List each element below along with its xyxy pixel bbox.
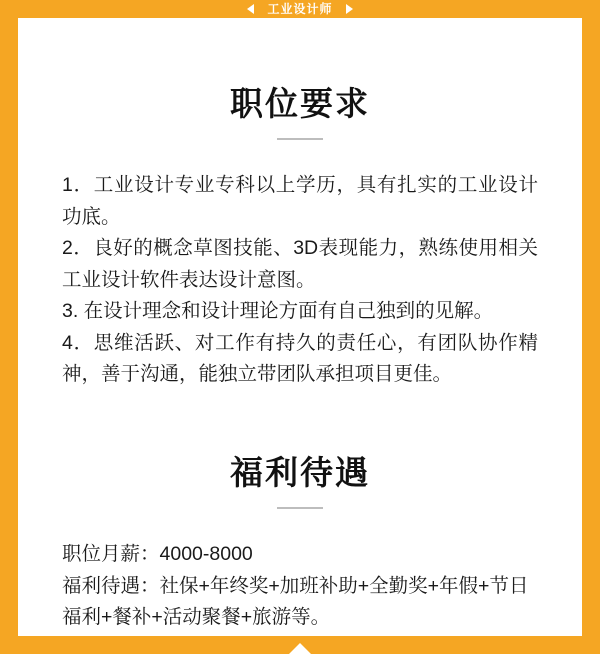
arrow-left-icon bbox=[247, 4, 254, 14]
heading-rule-requirements bbox=[277, 138, 323, 140]
heading-rule-benefits bbox=[277, 507, 323, 509]
banner-title: 工业设计师 bbox=[261, 0, 338, 18]
chevron-up-icon bbox=[289, 643, 311, 654]
frame-right-border bbox=[582, 0, 600, 654]
benefits-list bbox=[62, 539, 538, 634]
top-banner bbox=[18, 0, 582, 18]
list-item: 3. 在设计理念和设计理论方面有自己独到的见解。 bbox=[62, 300, 494, 323]
poster-inner bbox=[18, 2, 582, 636]
list-item: 1．工业设计专业专科以上学历，具有扎实的工业设计功底。 bbox=[62, 174, 538, 228]
list-item: 4．思维活跃、对工作有持久的责任心，有团队协作精神，善于沟通，能独立带团队承担项目更佳。 bbox=[62, 331, 538, 386]
list-item: 2．良好的概念草图技能、3D表现能力，熟练使用相关工业设计软件表达设计意图。 bbox=[62, 237, 538, 291]
list-item: 职位月薪：4000-8000 bbox=[62, 543, 253, 566]
section-heading-benefits: 福利待遇 bbox=[230, 454, 370, 492]
poster-content bbox=[18, 18, 582, 634]
list-item: 福利待遇：社保+年终奖+加班补助+全勤奖+年假+节日福利+餐补+活动聚餐+旅游等。 bbox=[62, 574, 529, 629]
arrow-right-icon bbox=[346, 4, 353, 14]
frame-left-border bbox=[0, 0, 18, 654]
section-heading-requirements: 职位要求 bbox=[230, 85, 370, 122]
requirements-list bbox=[62, 170, 538, 391]
